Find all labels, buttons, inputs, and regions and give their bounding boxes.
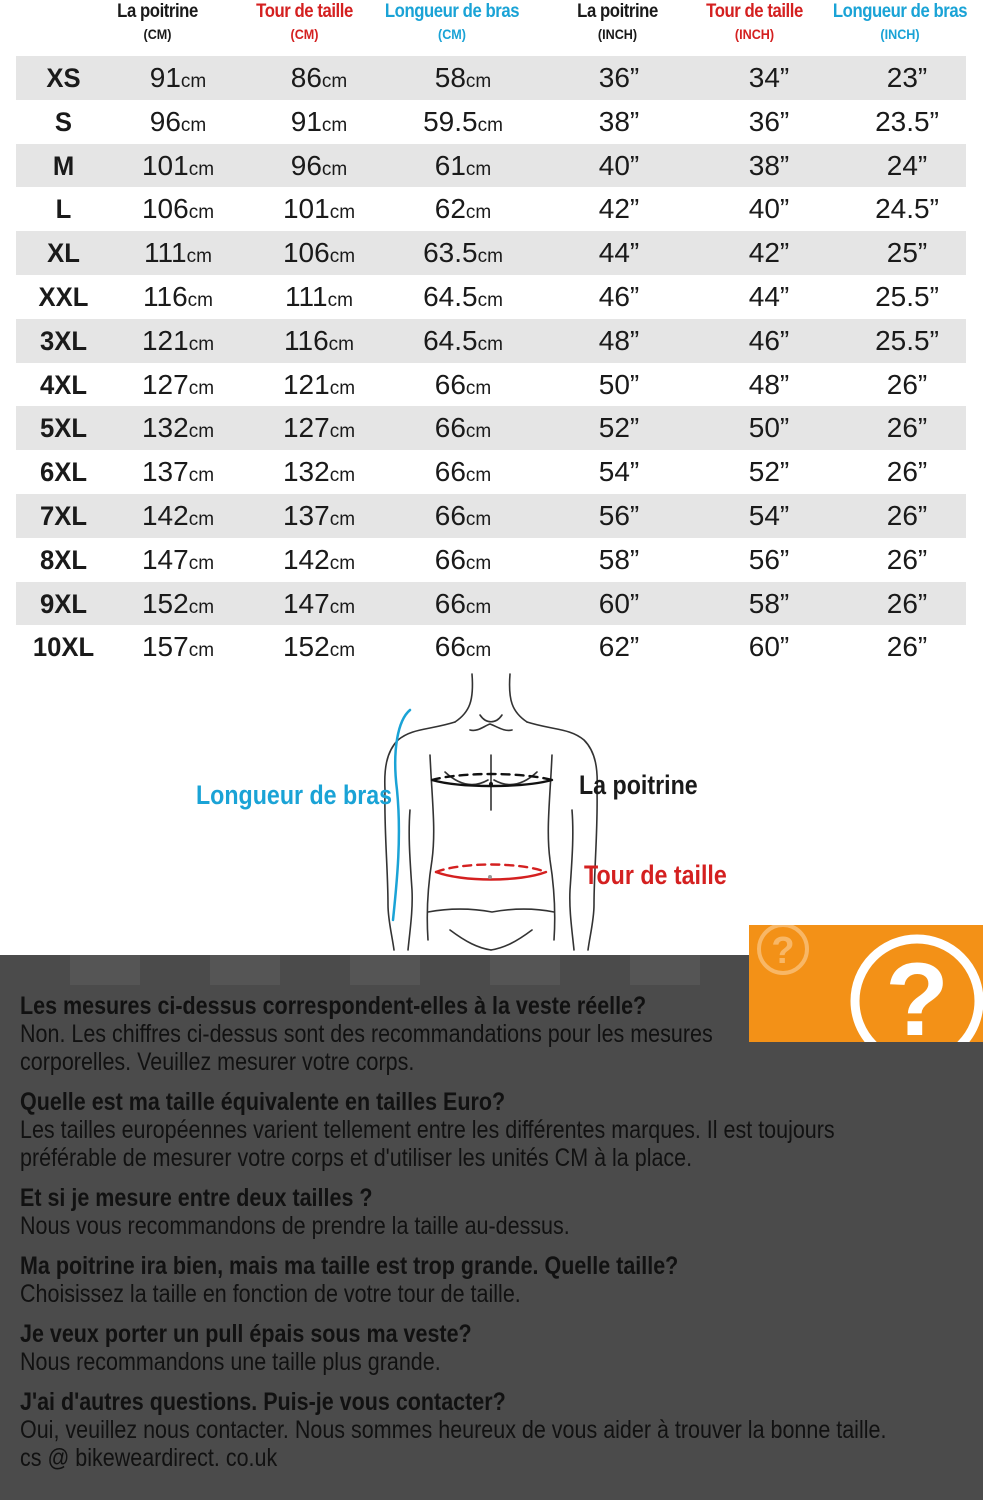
waist-in-value: 52” [748,456,790,488]
size-label: S [54,106,73,137]
header-chest-inch: La poitrine (INCH) [577,1,658,42]
arm-cm-value: 66cm [434,587,492,619]
waist-in-value: 34” [748,62,790,93]
arm-cm-value: 66cm [434,631,492,663]
arm-in-value: 23” [886,62,928,93]
faq-answer-line: préférable de mesurer votre corps et d'utiliser les unités CM à la place. [20,1144,693,1172]
arm-in-value: 26” [886,412,928,444]
waist-in-value: 50” [748,412,790,444]
chest-cm-value: 127cm [141,368,215,400]
size-label: 8XL [39,544,88,575]
waist-in-value: 38” [748,149,790,181]
chest-cm-value: 116cm [143,280,213,312]
faq-list [20,992,920,1484]
size-label: L [55,194,72,225]
header-waist-cm: Tour de taille (CM) [256,1,353,42]
table-row [16,275,966,319]
faq-question: Et si je mesure entre deux tailles ? [20,1184,373,1212]
faq-item [20,1184,920,1240]
chest-cm-value: 132cm [141,412,215,444]
arm-cm-value: 62cm [434,193,492,225]
waist-cm-value: 86cm [290,62,348,93]
chest-cm-value: 101cm [141,149,215,181]
arm-cm-value: 63.5cm [423,237,503,269]
faq-item [20,1320,920,1376]
faq-item [20,1388,920,1472]
table-row [16,538,966,582]
arm-in-value: 24” [886,149,928,181]
arm-cm-value: 64.5cm [423,280,503,312]
arm-in-value: 26” [886,368,928,400]
arm-cm-value: 64.5cm [423,324,503,356]
waist-cm-value: 116cm [284,324,354,356]
chest-in-value: 44” [598,237,640,269]
chest-cm-value: 147cm [141,543,215,575]
chest-in-value: 50” [598,368,640,400]
waist-in-value: 40” [748,193,790,225]
waist-label: Tour de taille [584,860,727,890]
chest-in-value: 36” [598,62,640,93]
waist-in-value: 46” [748,324,790,356]
faq-question: Je veux porter un pull épais sous ma veste? [20,1320,472,1348]
waist-cm-value: 101cm [282,193,356,225]
faq-answer-line: corporelles. Veuillez mesurer votre corps. [20,1048,415,1076]
waist-in-value: 56” [748,543,790,575]
header-arm-inch: Longueur de bras (INCH) [832,1,968,42]
chest-in-value: 48” [598,324,640,356]
chest-in-value: 42” [598,193,640,225]
contact-email[interactable]: cs @ bikeweardirect. co.uk [20,1444,278,1472]
arm-cm-value: 66cm [434,456,492,488]
size-table [16,56,966,669]
arm-cm-value: 61cm [434,149,492,181]
waist-cm-value: 142cm [282,543,356,575]
faq-answer-line: Oui, veuillez nous contacter. Nous sommes heureux de vous aider à trouver la bonne taille. [20,1416,887,1444]
waist-cm-value: 106cm [282,237,356,269]
chest-in-value: 40” [598,149,640,181]
waist-in-value: 44” [748,280,790,312]
faq-question: Les mesures ci-dessus correspondent-elles à la veste réelle? [20,992,647,1020]
arm-in-value: 26” [886,543,928,575]
arm-length-label: Longueur de bras [196,780,393,810]
chest-cm-value: 106cm [141,193,215,225]
table-row [16,56,966,100]
chest-cm-value: 91cm [149,62,207,93]
chest-cm-value: 137cm [141,456,215,488]
waist-in-value: 58” [748,587,790,619]
chest-label: La poitrine [579,770,698,800]
table-row [16,100,966,144]
size-label: 6XL [39,457,88,488]
faq-question: Ma poitrine ira bien, mais ma taille est trop grande. Quelle taille? [20,1252,679,1280]
table-row [16,231,966,275]
faq-answer-line: Nous vous recommandons de prendre la taille au-dessus. [20,1212,570,1240]
torso-figure-icon [0,660,983,960]
arm-in-value: 25.5” [875,324,939,356]
faq-answer-line: Les tailles européennes varient tellement entre les différentes marques. Il est toujours [20,1116,835,1144]
chest-in-value: 38” [598,105,640,137]
arm-in-value: 26” [886,587,928,619]
arm-in-value: 25.5” [875,280,939,312]
faq-item [20,1252,920,1308]
table-row [16,319,966,363]
waist-cm-value: 147cm [282,587,356,619]
chest-cm-value: 152cm [141,587,215,619]
chest-cm-value: 121cm [141,324,215,356]
size-label: 10XL [32,632,95,663]
waist-cm-value: 121cm [282,368,356,400]
chest-cm-value: 157cm [141,631,215,663]
arm-in-value: 24.5” [875,193,939,225]
size-label: XS [46,63,81,93]
waist-in-value: 60” [748,631,790,663]
header-arm-cm: Longueur de bras (CM) [384,1,520,42]
waist-cm-value: 137cm [282,499,356,531]
arm-in-value: 23.5” [875,105,939,137]
chest-in-value: 46” [598,280,640,312]
chest-in-value: 58” [598,543,640,575]
arm-cm-value: 66cm [434,499,492,531]
faq-item [20,992,920,1076]
size-table-header [0,0,983,56]
table-row [16,582,966,626]
chest-in-value: 62” [598,631,640,663]
waist-cm-value: 132cm [282,456,356,488]
chest-cm-value: 96cm [149,105,207,137]
size-label: 9XL [39,588,88,619]
faq-item [20,1088,920,1172]
arm-cm-value: 59.5cm [423,105,503,137]
faq-answer-line: Nous recommandons une taille plus grande. [20,1348,441,1376]
arm-cm-value: 58cm [434,62,492,93]
chest-in-value: 52” [598,412,640,444]
chest-in-value: 60” [598,587,640,619]
waist-in-value: 54” [748,499,790,531]
waist-in-value: 36” [748,105,790,137]
waist-cm-value: 111cm [285,280,353,312]
table-row [16,363,966,407]
faq-question: J'ai d'autres questions. Puis-je vous contacter? [20,1388,506,1416]
faq-answer-line: Non. Les chiffres ci-dessus sont des recommandations pour les mesures [20,1020,713,1048]
size-label: XL [47,238,80,269]
waist-cm-value: 96cm [290,149,348,181]
arm-cm-value: 66cm [434,412,492,444]
arm-in-value: 25” [886,237,928,269]
waist-cm-value: 152cm [282,631,356,663]
table-row [16,494,966,538]
waist-in-value: 42” [748,237,790,269]
arm-cm-value: 66cm [434,543,492,575]
arm-cm-value: 66cm [434,368,492,400]
svg-text:?: ? [771,930,795,972]
size-label: 4XL [39,369,88,400]
waist-cm-value: 127cm [282,412,356,444]
size-label: 7XL [39,500,88,531]
header-waist-inch: Tour de taille (INCH) [706,1,803,42]
arm-in-value: 26” [886,499,928,531]
table-row [16,144,966,188]
size-label: XXL [38,281,89,312]
measurement-diagram [0,660,983,960]
chest-in-value: 54” [598,456,640,488]
arm-in-value: 26” [886,456,928,488]
header-chest-cm: La poitrine (CM) [117,1,198,42]
arm-in-value: 26” [886,631,928,663]
chest-in-value: 56” [598,499,640,531]
size-label: 3XL [39,325,88,356]
faq-answer-line: Choisissez la taille en fonction de votre tour de taille. [20,1280,521,1308]
chest-cm-value: 142cm [141,499,215,531]
table-row [16,187,966,231]
chest-cm-value: 111cm [144,237,212,269]
size-label: M [52,150,75,181]
size-label: 5XL [39,413,88,444]
waist-in-value: 48” [748,368,790,400]
faq-question: Quelle est ma taille équivalente en tailles Euro? [20,1088,506,1116]
table-row [16,450,966,494]
waist-cm-value: 91cm [290,105,348,137]
table-row [16,406,966,450]
svg-text:?: ? [885,942,949,1042]
